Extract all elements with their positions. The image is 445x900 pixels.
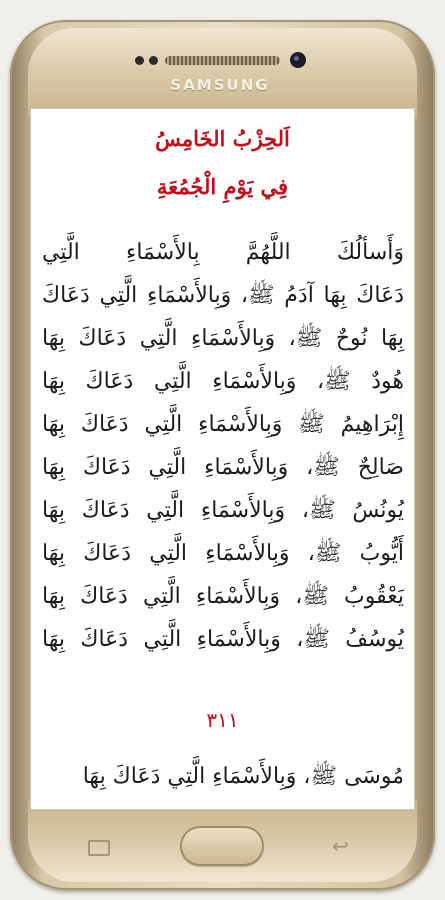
text-line: هُودٌ ﷺ، وَبِالأَسْمَاءِ الَّتِي دَعَاكَ بِهَا — [42, 369, 404, 394]
sensor-dot — [135, 56, 144, 65]
page-title: اَلحِزْبُ الخَامِسُ — [155, 126, 290, 151]
page-subtitle: فِي يَوْمِ الْجُمُعَةِ — [156, 174, 289, 199]
text-line: دَعَاكَ بِهَا آدَمُ ﷺ، وَبِالأَسْمَاءِ الَّتِي دَعَاكَ — [42, 283, 404, 308]
back-icon[interactable]: ↩ — [332, 834, 349, 858]
page-number: ٣١١ — [206, 708, 239, 732]
front-camera-icon — [290, 52, 306, 68]
text-line: أَيُّوبُ ﷺ، وَبِالأَسْمَاءِ الَّتِي دَعَاكَ بِهَا — [42, 541, 404, 566]
text-line-next-page: مُوسَى ﷺ، وَبِالأَسْمَاءِ الَّتِي دَعَاكَ بِهَا — [82, 764, 404, 789]
front-sensors — [135, 56, 158, 65]
text-line: يُوسُفُ ﷺ، وَبِالأَسْمَاءِ الَّتِي دَعَاكَ بِهَا — [42, 627, 404, 652]
recent-apps-icon[interactable] — [88, 840, 110, 856]
book-page[interactable] — [30, 108, 415, 810]
sensor-dot — [149, 56, 158, 65]
top-bezel — [28, 28, 417, 118]
home-button[interactable] — [180, 826, 264, 866]
text-line: وَأَسألُكَ اللَّهُمَّ بِالأَسْمَاءِ الَّتِي — [42, 240, 404, 265]
text-line: إِبْرَاهِيمُ ﷺ وَبِالأَسْمَاءِ الَّتِي دَعَاكَ بِهَا — [42, 412, 404, 437]
text-line: يَعْقُوبُ ﷺ، وَبِالأَسْمَاءِ الَّتِي دَعَاكَ بِهَا — [42, 584, 404, 609]
text-line: يُونُسُ ﷺ، وَبِالأَسْمَاءِ الَّتِي دَعَاكَ بِهَا — [42, 498, 404, 523]
text-line: صَالِحٌ ﷺ، وَبِالأَسْمَاءِ الَّتِي دَعَاكَ بِهَا — [42, 455, 404, 480]
text-line: بِهَا نُوحٌ ﷺ، وَبِالأَسْمَاءِ الَّتِي دَعَاكَ بِهَا — [42, 326, 404, 351]
earpiece-speaker — [165, 56, 280, 65]
brand-logo: SAMSUNG — [170, 76, 270, 94]
